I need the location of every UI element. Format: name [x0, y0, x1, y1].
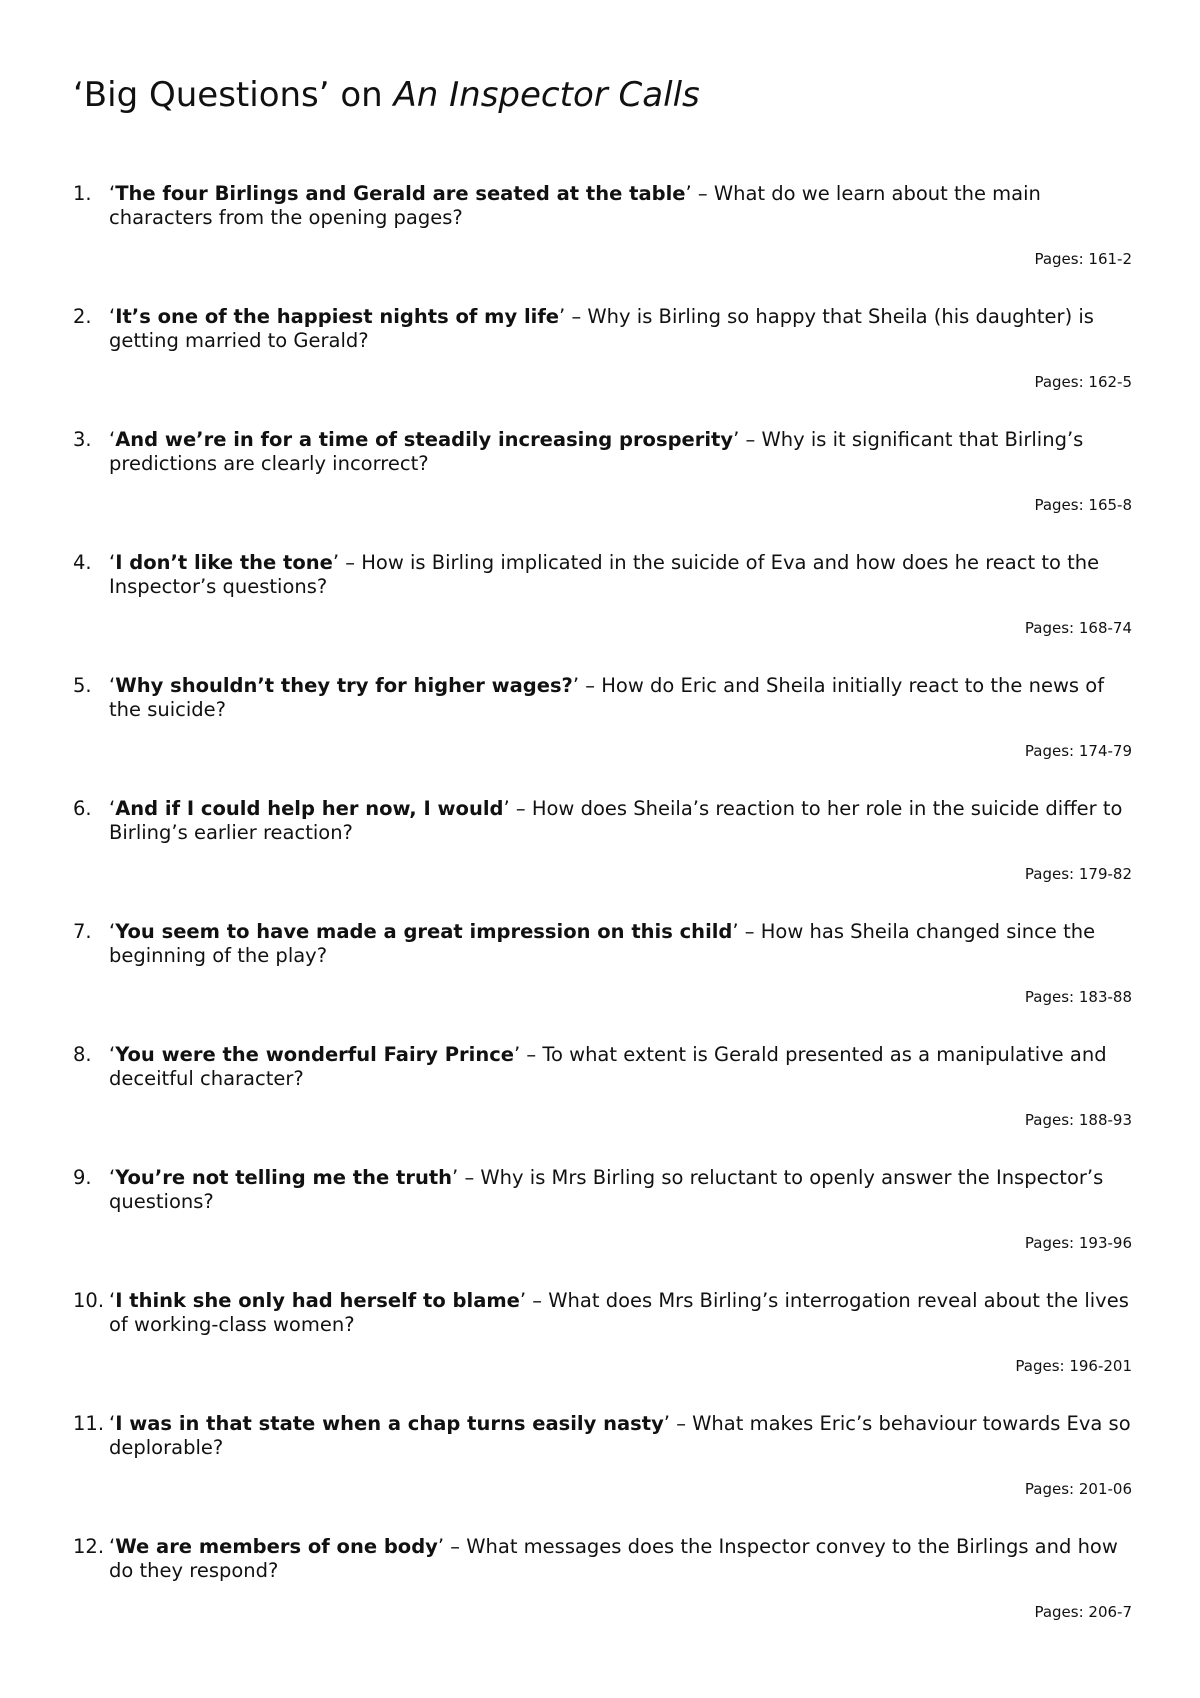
page-reference: Pages: 162-5: [1034, 373, 1132, 391]
question-number: 9.: [73, 1166, 92, 1189]
question-text: ‘Why shouldn’t they try for higher wages?’ – How do Eric and Sheila initially react to the news of the suicide?: [109, 674, 1105, 721]
question-item: [0, 1535, 1200, 1658]
question-prompt: Why is Mrs Birling so reluctant to openly answer the Inspector’s questions?: [109, 1166, 1104, 1213]
question-number: 8.: [73, 1043, 92, 1066]
question-item: [0, 797, 1200, 920]
question-prompt: How is Birling implicated in the suicide of Eva and how does he react to the Inspector’s questions?: [109, 551, 1100, 598]
question-number: 5.: [73, 674, 92, 697]
question-prompt: To what extent is Gerald presented as a manipulative and deceitful character?: [109, 1043, 1107, 1090]
question-text: ‘And we’re in for a time of steadily increasing prosperity’ – Why is it significant that Birling’s predictions are clearly incorrect?: [109, 428, 1084, 475]
question-item: [0, 1289, 1200, 1412]
question-quote: We are members of one body: [115, 1535, 438, 1558]
question-number: 10.: [73, 1289, 105, 1312]
question-prompt: What messages does the Inspector convey to the Birlings and how do they respond?: [109, 1535, 1118, 1582]
question-prompt: How does Sheila’s reaction to her role in the suicide differ to Birling’s earlier reaction?: [109, 797, 1123, 844]
question-quote: You’re not telling me the truth: [115, 1166, 453, 1189]
question-item: [0, 1043, 1200, 1166]
question-quote: It’s one of the happiest nights of my life: [115, 305, 560, 328]
page-reference: Pages: 168-74: [1024, 619, 1132, 637]
question-item: [0, 674, 1200, 797]
question-number: 4.: [73, 551, 92, 574]
page-reference: Pages: 165-8: [1034, 496, 1132, 514]
question-text: ‘You seem to have made a great impression on this child’ – How has Sheila changed since the beginning of the play?: [109, 920, 1096, 967]
question-quote: I was in that state when a chap turns easily nasty: [115, 1412, 664, 1435]
page-reference: Pages: 183-88: [1024, 988, 1132, 1006]
question-text: ‘I don’t like the tone’ – How is Birling implicated in the suicide of Eva and how does he react to the Inspector’s questions?: [109, 551, 1100, 598]
question-item: [0, 182, 1200, 305]
question-quote: You were the wonderful Fairy Prince: [115, 1043, 515, 1066]
question-quote: And if I could help her now, I would: [115, 797, 504, 820]
question-item: [0, 428, 1200, 551]
question-number: 6.: [73, 797, 92, 820]
question-text: ‘And if I could help her now, I would’ – How does Sheila’s reaction to her role in the suicide differ to Birling’s earlier reaction?: [109, 797, 1123, 844]
question-prompt: What makes Eric’s behaviour towards Eva so deplorable?: [109, 1412, 1131, 1459]
page-reference: Pages: 161-2: [1034, 250, 1132, 268]
page-reference: Pages: 174-79: [1024, 742, 1132, 760]
question-text: ‘I was in that state when a chap turns easily nasty’ – What makes Eric’s behaviour towards Eva so deplorable?: [109, 1412, 1131, 1459]
question-quote: Why shouldn’t they try for higher wages?: [115, 674, 573, 697]
question-prompt: Why is it significant that Birling’s predictions are clearly incorrect?: [109, 428, 1084, 475]
question-quote: The four Birlings and Gerald are seated at the table: [115, 182, 686, 205]
question-quote: I think she only had herself to blame: [115, 1289, 520, 1312]
question-prompt: How has Sheila changed since the beginning of the play?: [109, 920, 1096, 967]
page-reference: Pages: 206-7: [1034, 1603, 1132, 1621]
question-text: ‘I think she only had herself to blame’ – What does Mrs Birling’s interrogation reveal about the lives of working-class women?: [109, 1289, 1129, 1336]
question-text: ‘We are members of one body’ – What messages does the Inspector convey to the Birlings and how do they respond?: [109, 1535, 1118, 1582]
question-number: 11.: [73, 1412, 105, 1435]
question-text: ‘You were the wonderful Fairy Prince’ – To what extent is Gerald presented as a manipulative and deceitful character?: [109, 1043, 1107, 1090]
question-quote: I don’t like the tone: [115, 551, 333, 574]
question-text: ‘You’re not telling me the truth’ – Why is Mrs Birling so reluctant to openly answer the Inspector’s questions?: [109, 1166, 1104, 1213]
title-book-name: An Inspector Calls: [393, 75, 700, 115]
title-prefix: ‘Big Questions’ on: [73, 75, 394, 115]
question-text: ‘It’s one of the happiest nights of my life’ – Why is Birling so happy that Sheila (his daughter) is getting married to Gerald?: [109, 305, 1094, 352]
question-prompt: What does Mrs Birling’s interrogation reveal about the lives of working-class women?: [109, 1289, 1129, 1336]
page-reference: Pages: 196-201: [1015, 1357, 1132, 1375]
question-prompt: What do we learn about the main characters from the opening pages?: [109, 182, 1041, 229]
question-number: 2.: [73, 305, 92, 328]
question-quote: And we’re in for a time of steadily increasing prosperity: [115, 428, 734, 451]
question-prompt: How do Eric and Sheila initially react to the news of the suicide?: [109, 674, 1105, 721]
page-reference: Pages: 193-96: [1024, 1234, 1132, 1252]
page-reference: Pages: 201-06: [1024, 1480, 1132, 1498]
question-item: [0, 920, 1200, 1043]
question-text: ‘The four Birlings and Gerald are seated at the table’ – What do we learn about the main characters from the opening pages?: [109, 182, 1041, 229]
question-quote: You seem to have made a great impression on this child: [115, 920, 733, 943]
question-prompt: Why is Birling so happy that Sheila (his daughter) is getting married to Gerald?: [109, 305, 1094, 352]
question-number: 3.: [73, 428, 92, 451]
page-reference: Pages: 179-82: [1024, 865, 1132, 883]
question-item: [0, 551, 1200, 674]
question-item: [0, 1412, 1200, 1535]
page-reference: Pages: 188-93: [1024, 1111, 1132, 1129]
question-number: 1.: [73, 182, 92, 205]
question-number: 12.: [73, 1535, 105, 1558]
question-item: [0, 305, 1200, 428]
page-title: [73, 74, 700, 116]
question-number: 7.: [73, 920, 92, 943]
question-list: [0, 182, 1200, 1658]
question-item: [0, 1166, 1200, 1289]
